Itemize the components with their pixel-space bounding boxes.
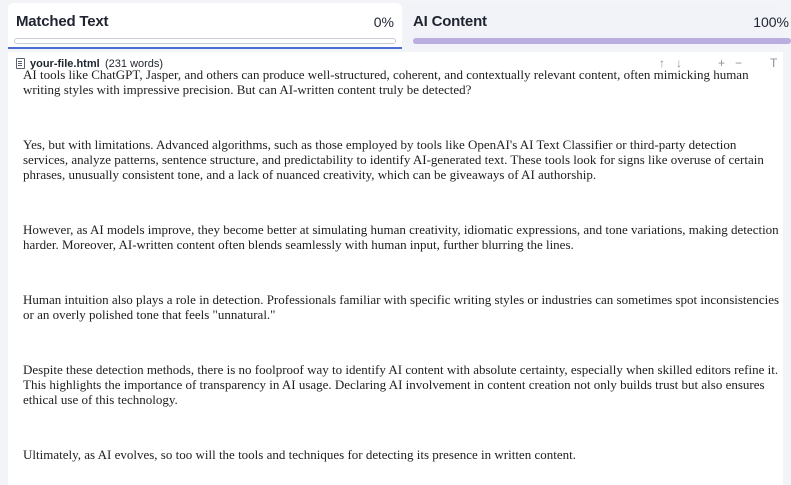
active-tab-indicator — [8, 47, 402, 49]
matched-progress-bar — [14, 38, 396, 44]
ai-progress-bar — [413, 38, 791, 44]
paragraph: AI tools like ChatGPT, Jasper, and others can produce well-structured, coherent, and contextually relevant content, often mimicking human writing styles with impressive precision. But can AI-written content truly be detected? — [23, 67, 749, 97]
ai-progress-fill — [413, 38, 791, 44]
text-format-icon[interactable]: T — [770, 56, 778, 70]
tab-matched-percent: 0% — [373, 14, 394, 30]
tab-ai-percent: 100% — [753, 14, 789, 30]
zoom-out-icon[interactable]: − — [735, 56, 743, 70]
paragraph: Human intuition also plays a role in detection. Professionals familiar with specific writing styles or industries can sometimes spot inconsistencies or an overly polished tone that feels "unnatural." — [23, 292, 780, 322]
paragraph: Despite these detection methods, there is no foolproof way to identify AI content with absolute certainty, especially when skilled editors refine it. This highlights the importance of transparency in AI usage. Declaring AI involvement in content creation not only builds trust but also ensures ethical use of this technology. — [23, 362, 779, 407]
paragraph: Ultimately, as AI evolves, so too will the tools and techniques for detecting its presence in written content. — [23, 447, 576, 462]
document-panel — [8, 52, 783, 485]
arrow-up-icon[interactable]: ↑ — [659, 56, 665, 70]
document-content — [23, 67, 783, 462]
tab-matched-title: Matched Text — [16, 13, 109, 30]
paragraph: Yes, but with limitations. Advanced algorithms, such as those employed by tools like OpenAI's AI Text Classifier or third-party detection services, analyze patterns, sentence structure, and predictability to identify AI-generated text. These tools look for signs like overuse of certain phrases, unusually consistent tone, and a lack of nuanced creativity, which can be giveaways of AI authorship. — [23, 137, 764, 182]
word-count: (231 words) — [105, 58, 164, 70]
tab-matched-text[interactable] — [8, 3, 402, 47]
zoom-in-icon[interactable]: + — [718, 56, 726, 70]
tab-ai-content[interactable] — [405, 3, 789, 47]
result-tabs — [0, 0, 789, 50]
tab-ai-title: AI Content — [413, 13, 487, 30]
paragraph: However, as AI models improve, they become better at simulating human creativity, idiomatic expressions, and tone variations, making detection harder. Moreover, AI-written content often blends seamlessly with human input, further blurring the lines. — [23, 222, 779, 252]
file-name: your-file.html — [30, 58, 100, 70]
arrow-down-icon[interactable]: ↓ — [676, 56, 682, 70]
